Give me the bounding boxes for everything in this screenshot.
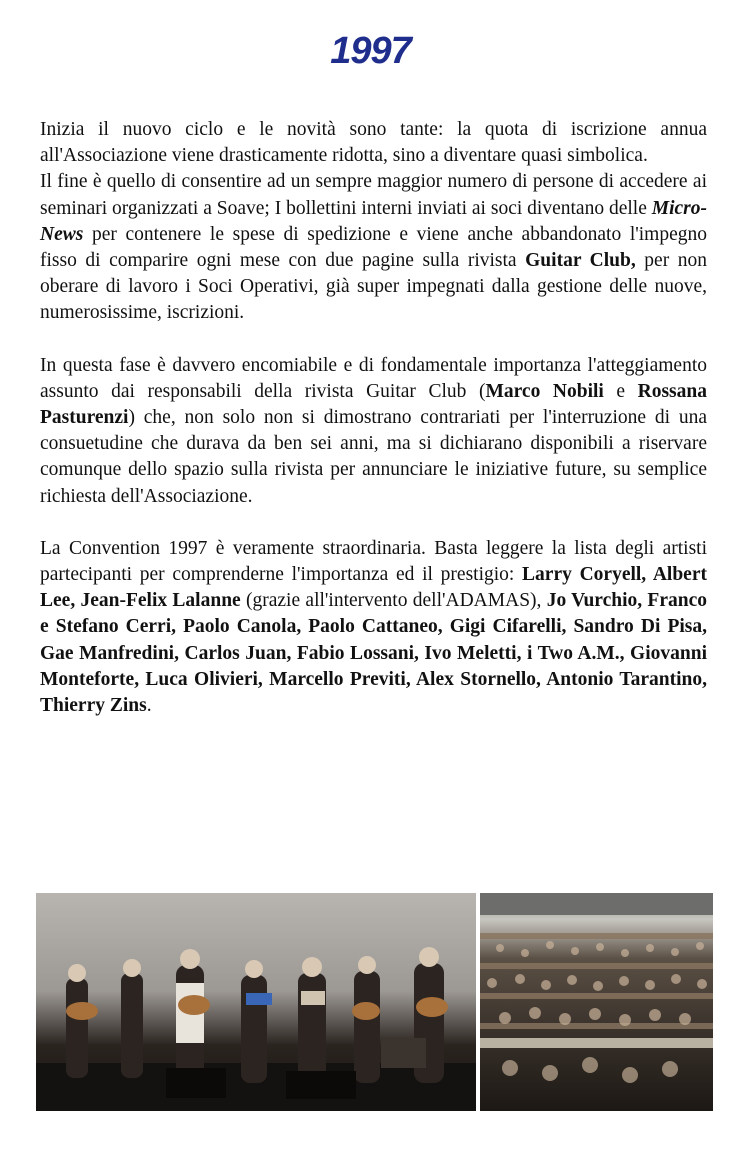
paragraph-guitar-club	[40, 353, 707, 510]
person-name: Rossana Pasturenzi	[40, 380, 707, 429]
paragraph-convention	[40, 536, 707, 719]
paragraph-intro	[40, 117, 707, 327]
text: In questa fase è davvero encomiabile e di fondamentale importanza l'atteggiamento assunto dai responsabili della rivista Guitar Club (	[40, 354, 707, 402]
micro-news-label: Micro-News	[40, 197, 707, 245]
text: La Convention 1997 è veramente straordinaria. Basta leggere la lista degli artisti partecipanti per comprenderne l'importanza ed il prestigio:	[40, 537, 707, 586]
artist-list: Larry Coryell, Albert Lee, Jean-Felix Lalanne	[40, 564, 707, 612]
text: (grazie all'intervento dell'ADAMAS),	[240, 590, 547, 612]
photo-strip	[36, 893, 713, 1111]
stage-photo	[36, 893, 476, 1111]
page-title: 1997	[330, 30, 411, 72]
text: per non oberare di lavoro i Soci Operativi, già super impegnati dalla gestione delle nuove, numerosissime, iscrizioni.	[40, 250, 707, 324]
person-name: Marco Nobili	[485, 380, 604, 402]
text: per contenere le spese di spedizione e viene anche abbandonato l'impegno fisso di comparire ogni mese con due pagine sulla rivista	[40, 223, 707, 272]
article-body	[40, 117, 707, 719]
text: ) che, non solo non si dimostrano contrariati per l'interruzione di una consuetudine che durava da ben sei anni, ma si dichiarano disponibili a riservare comunque dello spazio sulla rivista per annunciare le iniziative future, su semplice richiesta dell'Associazione.	[40, 407, 707, 507]
text: e	[603, 380, 638, 402]
text: Il fine è quello di consentire ad un sempre maggior numero di persone di accedere ai seminari organizzati a Soave; I bollettini interni inviati ai soci diventano delle	[40, 171, 707, 219]
audience-photo	[480, 893, 713, 1111]
text: .	[146, 695, 152, 717]
artist-list: Jo Vurchio, Franco e Stefano Cerri, Paolo Canola, Paolo Cattaneo, Gigi Cifarelli, Sandro Di Pisa, Gae Manfredini, Carlos Juan, Fabio Lossani, Ivo Meletti, i Two A.M., Giovanni Monteforte, Luca Olivieri, Marcello Previti, Alex Stornello, Antonio Tarantino, Thierry Zins	[40, 590, 707, 717]
text: Inizia il nuovo ciclo e le novità sono tante: la quota di iscrizione annua all'Associazione viene drasticamente ridotta, sino a diventare quasi simbolica.	[40, 119, 707, 167]
guitar-club-label: Guitar Club,	[525, 250, 636, 272]
